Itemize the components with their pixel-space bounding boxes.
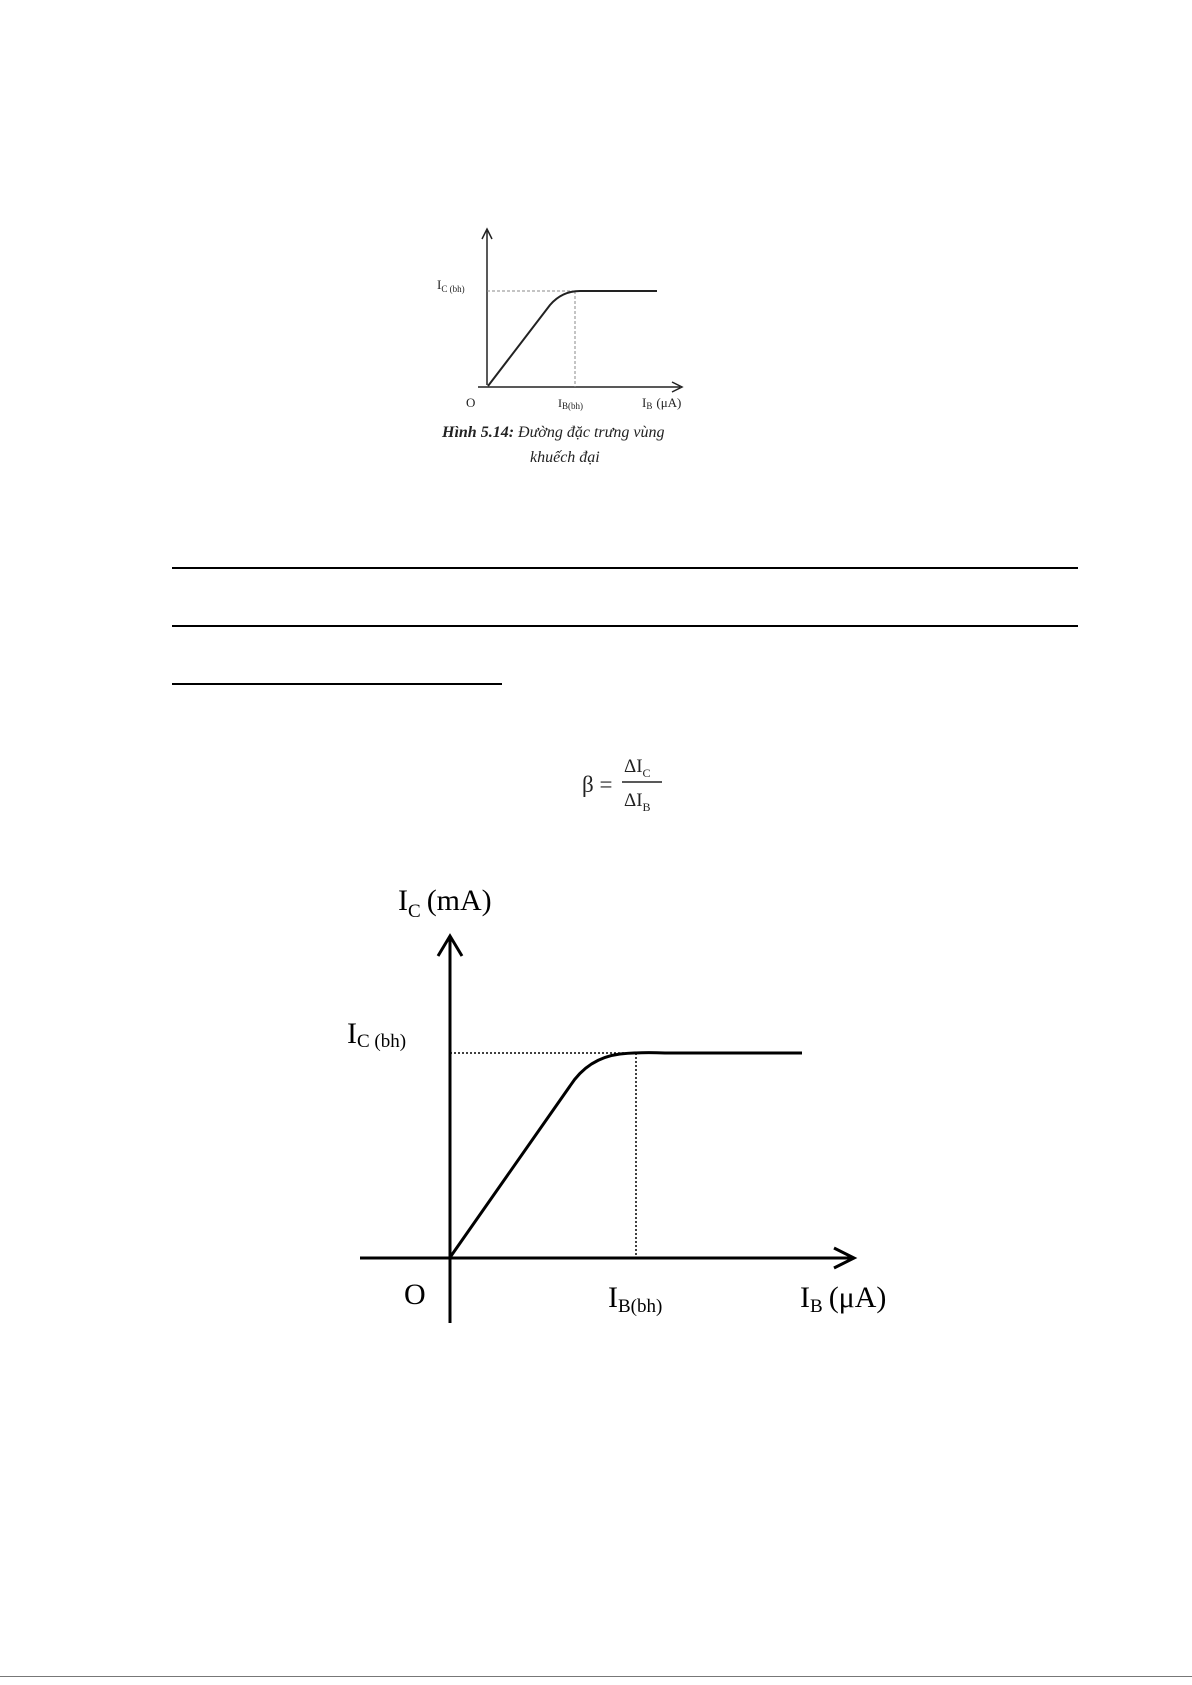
small-x-label: IB (μA) xyxy=(642,395,682,411)
large-x-mark-label: IB(bh) xyxy=(608,1281,663,1317)
answer-line-2 xyxy=(172,625,1078,627)
small-caption-line2: khuếch đại xyxy=(530,449,600,466)
small-curve xyxy=(488,291,657,386)
small-y-label: $I_{C (bh)}$ xyxy=(437,277,465,294)
answer-line-3 xyxy=(172,683,502,685)
beta-formula xyxy=(576,742,686,822)
formula-numerator: $\Delta I_C$ xyxy=(624,756,651,780)
large-sat-label: IC (bh) xyxy=(347,1017,407,1052)
small-caption-line1: Hình 5.14: Đường đặc trưng vùng xyxy=(442,424,665,441)
large-figure xyxy=(320,870,940,1330)
formula-denominator: $\Delta I_B$ xyxy=(624,790,651,814)
answer-line-1 xyxy=(172,567,1078,569)
large-x-axis-label: IB (μA) xyxy=(800,1281,887,1317)
formula-lhs: β = xyxy=(582,772,613,797)
large-origin-label: O xyxy=(404,1278,426,1311)
small-x-mark-label: IB(bh) xyxy=(558,396,583,411)
large-curve xyxy=(451,1053,802,1256)
large-y-axis-label: $I_C$ (mA) xyxy=(398,884,492,922)
page-bottom-rule xyxy=(0,1676,1192,1677)
small-origin-label: O xyxy=(466,395,476,410)
small-figure xyxy=(420,225,720,485)
